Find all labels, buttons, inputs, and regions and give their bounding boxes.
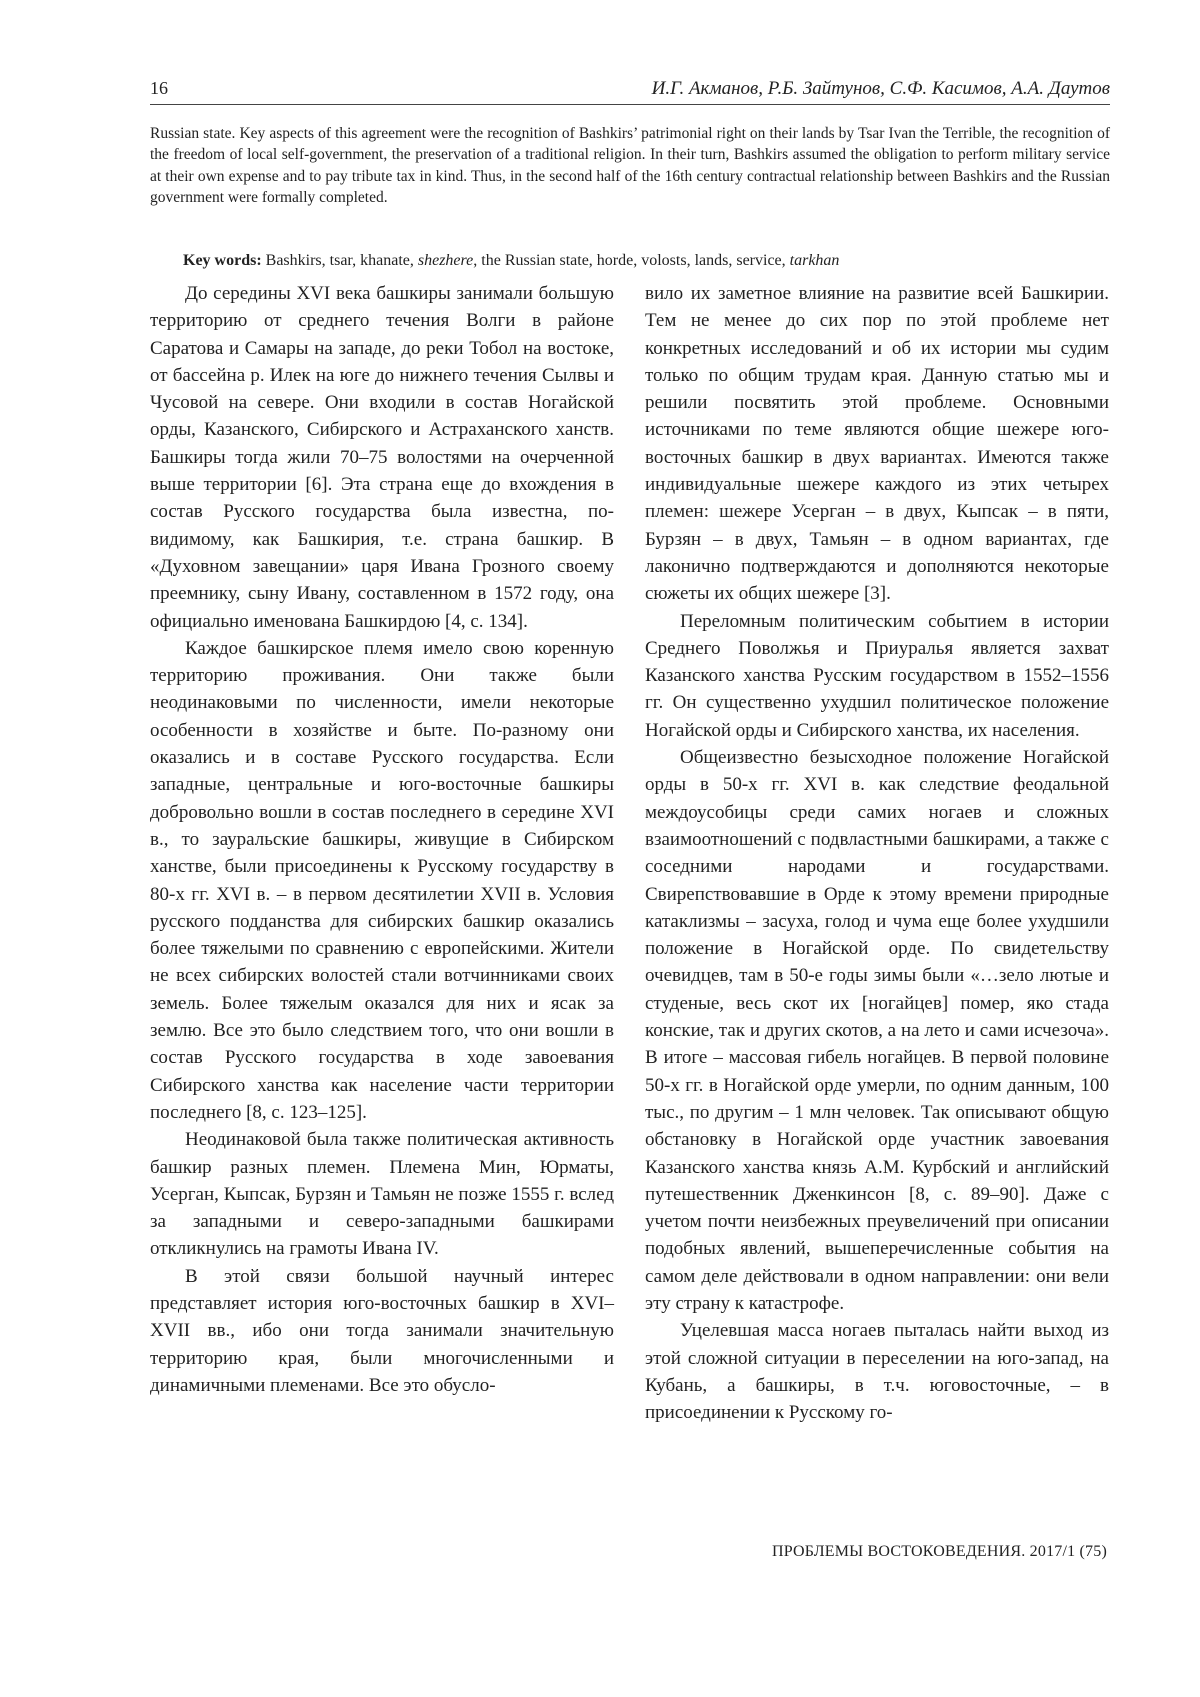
running-header: [150, 78, 1110, 105]
keywords-label: Key words:: [183, 252, 262, 269]
left-paragraph-3: Неодинаковой была также политическая активность башкир разных племен. Племена Мин, Юрматы, Усерган, Кыпсак, Бурзян и Тамьян не позже 1555 г. вслед за западными и северо-западными башкирами откликнулись на грамоты Ивана IV.: [150, 1129, 614, 1260]
right-paragraph-1: вило их заметное влияние на развитие всей Башкирии. Тем не менее до сих пор по этой проблеме нет конкретных исследований и об их истории мы судим только по общим трудам края. Данную статью мы и решили посвятить этой проблеме. Основными источниками по теме являются общие шежере юго-восточных башкир в двух вариантах. Имеются также индивидуальные шежере каждого из этих четырех племен: шежере Усерган – в двух, Кыпсак – в пяти, Бурзян – в двух, Тамьян – в одном вариантах, где лаконично подтверждаются и дополняются некоторые сюжеты их общих шежере [3].: [645, 283, 1109, 605]
keywords-part-2: , the Russian state, horde, volosts, lands, service,: [473, 252, 790, 269]
keyword-shezhere: shezhere: [417, 252, 474, 269]
journal-footer: ПРОБЛЕМЫ ВОСТОКОВЕДЕНИЯ. 2017/1 (75): [771, 1543, 1107, 1560]
running-authors: И.Г. Акманов, Р.Б. Зайтунов, С.Ф. Касимов, А.А. Даутов: [651, 78, 1110, 99]
keywords-part-1: Bashkirs, tsar, khanate,: [261, 252, 418, 269]
left-paragraph-1: До середины XVI века башкиры занимали большую территорию от среднего течения Волги в районе Саратова и Самары на западе, до реки Тобол на востоке, от бассейна р. Илек на юге до нижнего течения Сылвы и Чусовой на севере. Они входили в состав Ногайской орды, Казанского, Сибирского и Астраханского ханств. Башкиры тогда жили 70–75 волостями на очерченной выше территории [6]. Эта страна еще до вхождения в состав Русского государства была известна, по-видимому, как Башкирия, т.е. страна башкир. В «Духовном завещании» царя Ивана Грозного своему преемнику, сыну Ивану, составленном в 1572 году, она официально именована Башкирдою [4, с. 134].: [150, 283, 614, 632]
keyword-tarkhan: tarkhan: [789, 252, 840, 269]
abstract-text: Russian state. Key aspects of this agreement were the recognition of Bashkirs’ patrimonial right on their lands by Tsar Ivan the Terrible, the recognition of the freedom of local self-government, the preservation of a traditional religion. In their turn, Bashkirs assumed the obligation to perform military service at their own expense and to pay tribute tax in kind. Thus, in the second half of the 16th century contractual relationship between Bashkirs and the Russian government were formally completed.: [150, 125, 1110, 206]
right-column: [645, 280, 1109, 1426]
left-paragraph-2: Каждое башкирское племя имело свою коренную территорию проживания. Они также были неодинаковыми по численности, имели некоторые особенности в хозяйстве и быте. По-разному они оказались и в составе Русского государства. Если западные, центральные и юго-восточные башкиры добровольно вошли в состав последнего в середине XVI в., то зауральские башкиры, живущие в Сибирском ханстве, были присоединены к Русскому государству в 80-х гг. XVI в. – в первом десятилетии XVII в. Условия русского подданства для сибирских башкир оказались более тяжелыми по сравнению с европейскими. Жители не всех сибирских волостей стали вотчинниками своих земель. Более тяжелым оказался для них и ясак за землю. Все это было следствием того, что они вошли в состав Русского государства в ходе завоевания Сибирского ханства как население части территории последнего [8, с. 123–125].: [150, 637, 614, 1123]
left-paragraph-4: В этой связи большой научный интерес представляет история юго-восточных башкир в XVI–XVII вв., ибо они тогда занимали значительную территорию края, были многочисленными и динамичными племенами. Все это обусло-: [150, 1265, 614, 1396]
right-paragraph-4: Уцелевшая масса ногаев пыталась найти выход из этой сложной ситуации в переселении на юго-запад, на Кубань, а башкиры, в т.ч. юговосточные, – в присоединении к Русскому го-: [645, 1320, 1109, 1424]
page-number: 16: [150, 78, 168, 98]
keywords-line: [183, 250, 1123, 272]
left-column: [150, 280, 614, 1399]
right-paragraph-3: Общеизвестно безысходное положение Ногайской орды в 50-х гг. XVI в. как следствие феодальной междоусобицы среди самих ногаев и сложных взаимоотношений с подвластными башкирами, а также с соседними народами и государствами. Свирепствовавшие в Орде к этому времени природные катаклизмы – засуха, голод и чума еще более ухудшили положение в Ногайской орде. По свидетельству очевидцев, там в 50-е годы зимы были «…зело лютые и студеные, весь скот их [ногайцев] помер, яко стада конские, так и других скотов, а на лето и сами исчезоча». В итоге – массовая гибель ногайцев. В первой половине 50-х гг. в Ногайской орде умерли, по одним данным, 100 тыс., по другим – 1 млн человек. Так описывают общую обстановку в Ногайской орде участник завоевания Казанского ханства князь А.М. Курбский и английский путешественник Дженкинсон [8, с. 89–90]. Даже с учетом почти неизбежных преувеличений при описании подобных явлений, вышеперечисленные события на самом деле действовали в одном направлении: они вели эту страну к катастрофе.: [645, 747, 1109, 1314]
right-paragraph-2: Переломным политическим событием в истории Среднего Поволжья и Приуралья является захват Казанского ханства Русским государством в 1552–1556 гг. Он существенно ухудшил политическое положение Ногайской орды и Сибирского ханства, их населения.: [645, 610, 1109, 741]
